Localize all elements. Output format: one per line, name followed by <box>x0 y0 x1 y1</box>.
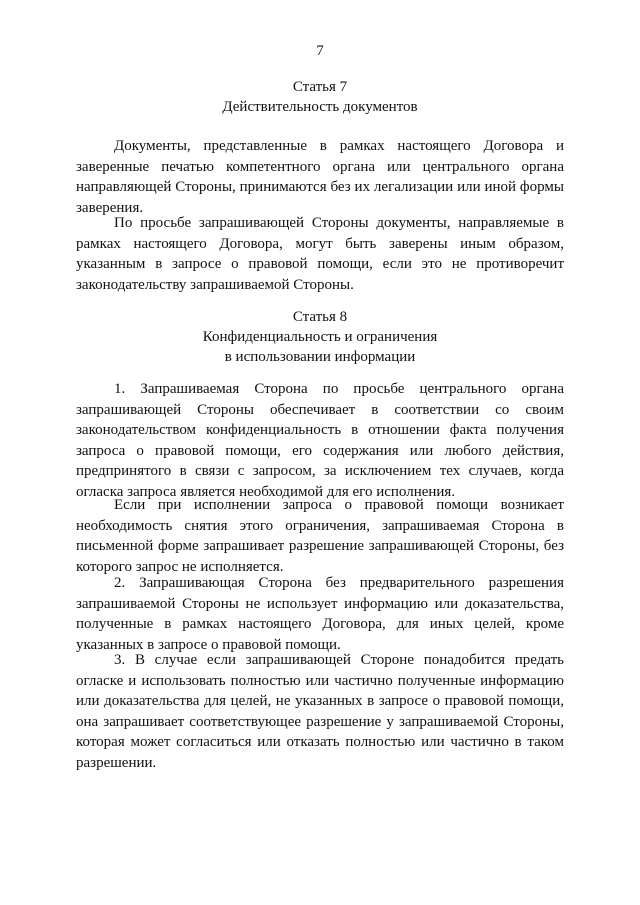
article-8-paragraph-1: 1. Запрашиваемая Сторона по просьбе центрального органа запрашивающей Стороны обеспечивает в соответствии со своим законодательством конфиденциальность в отношении факта получения запроса о правовой помощи, его содержания или любого действия, предпринятого в связи с запросом, за исключением тех случаев, когда огласка запроса является необходимой для его исполнения. <box>76 381 564 500</box>
article-7-title: Статья 7 <box>292 79 348 95</box>
page-number: 7 <box>316 43 324 59</box>
article-7-paragraph-2: По просьбе запрашивающей Стороны документы, направляемые в рамках настоящего Договора, могут быть заверены иным образом, указанным в запросе о правовой помощи, если это не противоречит законодательству запрашиваемой Стороны. <box>76 215 564 293</box>
article-8-subtitle-line-2: в использовании информации <box>224 349 416 365</box>
article-7-heading <box>0 77 640 117</box>
article-8-paragraph-3: 2. Запрашивающая Сторона без предварительного разрешения запрашиваемой Стороны не использует информацию или доказательства, полученные в рамках настоящего Договора, для иных целей, кроме указанных в запросе о правовой помощи. <box>76 575 564 653</box>
article-8-heading <box>0 307 640 367</box>
article-8-title: Статья 8 <box>292 309 348 325</box>
article-7-subtitle: Действительность документов <box>222 99 418 115</box>
article-8-paragraph-2: Если при исполнении запроса о правовой помощи возникает необходимость снятия этого ограничения, запрашиваемая Сторона в письменной форме запрашивает разрешение запрашивающей Стороны, без которого запрос не исполняется. <box>76 497 564 575</box>
article-8-paragraph-4: 3. В случае если запрашивающей Стороне понадобится предать огласке и использовать полностью или частично полученные информацию или доказательства для целей, не указанных в запросе о правовой помощи, она запрашивает соответствующее разрешение у запрашиваемой Стороны, которая может согласиться или отказать полностью или частично в таком разрешении. <box>76 652 564 771</box>
article-7-paragraph-1: Документы, представленные в рамках настоящего Договора и заверенные печатью компетентного органа или центрального органа направляющей Стороны, принимаются без их легализации или иной формы заверения. <box>76 138 564 216</box>
article-8-subtitle-line-1: Конфиденциальность и ограничения <box>202 329 438 345</box>
